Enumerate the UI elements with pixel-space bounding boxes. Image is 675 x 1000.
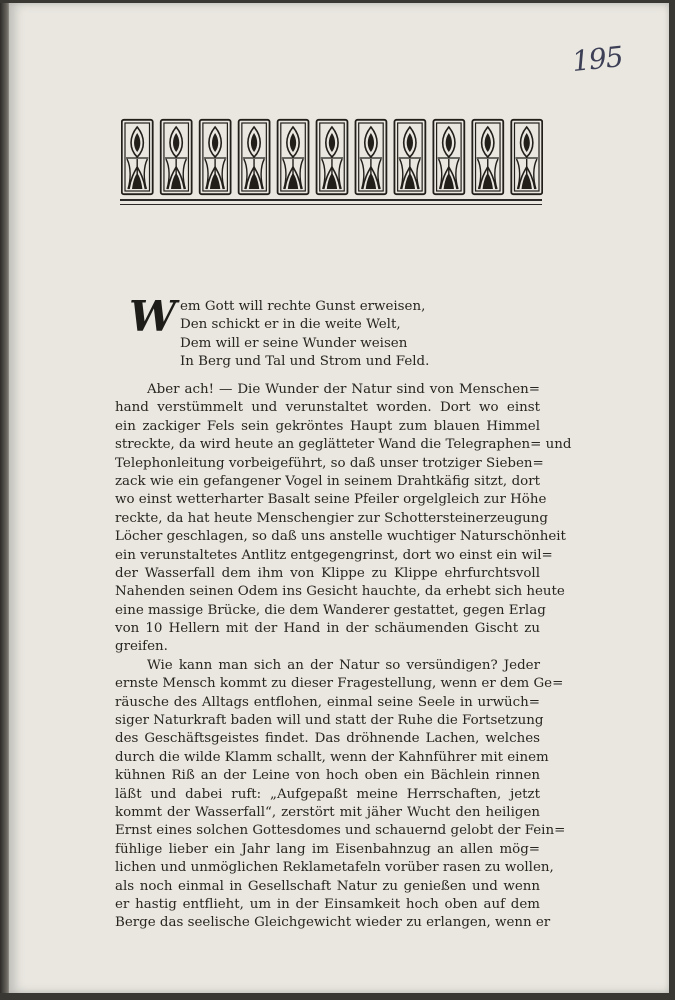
paragraph-1-line: ein verunstaltetes Antlitz entgegengrinst, dort wo einst ein wil= — [115, 547, 553, 563]
paragraph-1-line: hand verstümmelt und verunstaltet worden. Dort wo einst — [115, 400, 540, 416]
paragraph-1-line: Telephonleitung vorbeigeführt, so daß unser trotziger Sieben= — [115, 455, 544, 471]
header-rule-thick — [120, 199, 542, 201]
paragraph-1-line: greifen. — [115, 639, 168, 655]
paragraph-1-line: ein zackiger Fels sein gekröntes Haupt zum blauen Himmel — [115, 418, 540, 434]
ornament-panel — [511, 120, 542, 194]
ornament-panel — [433, 120, 464, 194]
paragraph-2-line: Ernst eines solchen Gottesdomes und schauernd gelobt der Fein= — [115, 823, 566, 839]
drop-cap-initial: W — [129, 292, 177, 341]
paragraph-2-line: kühnen Riß an der Leine von hoch oben ein Bächlein rinnen — [115, 768, 540, 784]
paragraph-2-line: kommt der Wasserfall“, zerstört mit jäher Wucht den heiligen — [115, 804, 540, 820]
paragraph-1-line: Löcher geschlagen, so daß uns anstelle wuchtiger Naturschönheit — [115, 529, 566, 545]
paragraph-1-line: wo einst wetterharter Basalt seine Pfeiler orgelgleich zur Höhe — [115, 492, 547, 508]
body-text — [115, 381, 572, 933]
ornament-panel — [239, 120, 270, 194]
paragraph-1-line: eine massige Brücke, die dem Wanderer gestattet, gegen Erlag — [115, 602, 546, 618]
paragraph-2-line: Wie kann man sich an der Natur so versündigen? Jeder — [147, 657, 540, 673]
paragraph-1-line: Nahenden seinen Odem ins Gesicht hauchte, da erhebt sich heute — [115, 584, 565, 600]
paragraph-1-line: reckte, da hat heute Menschengier zur Schottersteinerzeugung — [115, 510, 548, 526]
ornament-panel — [472, 120, 503, 194]
ornament-panel — [356, 120, 387, 194]
paragraph-1-line: von 10 Hellern mit der Hand in der schäumenden Gischt zu — [115, 621, 540, 637]
paragraph-2-line: des Geschäftsgeistes findet. Das dröhnende Lachen, welches — [115, 731, 540, 747]
verse-line: Dem will er seine Wunder weisen — [180, 335, 408, 351]
paragraph-1-line: Aber ach! — Die Wunder der Natur sind von Menschen= — [147, 382, 540, 397]
paragraph-2-line: ernste Mensch kommt zu dieser Fragestellung, wenn er dem Ge= — [115, 676, 564, 692]
paragraph-1-line: streckte, da wird heute an geglätteter Wand die Telegraphen= und — [115, 437, 572, 453]
header-rule-thin — [120, 204, 542, 205]
ornament-panel — [394, 120, 425, 194]
art-nouveau-ornament-band — [121, 118, 543, 196]
paragraph-2-line: er hastig entflieht, um in der Einsamkeit hoch oben auf dem — [115, 896, 540, 912]
ornament-panel — [200, 120, 231, 194]
verse-line: em Gott will rechte Gunst erweisen, — [180, 299, 426, 314]
ornament-panel — [161, 120, 192, 194]
page-number: 195 — [570, 39, 625, 79]
paragraph-2-line: als noch einmal in Gesellschaft Natur zu genießen und wenn — [115, 878, 540, 894]
paragraph-2-line: läßt und dabei ruft: „Aufgepaßt meine Herrschaften, jetzt — [115, 786, 540, 802]
paragraph-2-line: Berge das seelische Gleichgewicht wieder zu erlangen, wenn er — [115, 915, 551, 931]
ornament-panel — [317, 120, 348, 194]
paragraph-2-line: räusche des Alltags entflohen, einmal seine Seele in urwüch= — [115, 694, 540, 710]
paragraph-2-line: durch die wilde Klamm schallt, wenn der Kahnführer mit einem — [115, 749, 549, 765]
verse-line: Den schickt er in die weite Welt, — [180, 317, 401, 333]
paragraph-1-line: zack wie ein gefangener Vogel in seinem Drahtkäfig sitzt, dort — [115, 473, 540, 489]
paragraph-2-line: fühlige lieber ein Jahr lang im Eisenbahnzug an allen mög= — [115, 841, 540, 857]
paragraph-1-line: der Wasserfall dem ihm von Klippe zu Klippe ehrfurchtsvoll — [115, 565, 540, 581]
paragraph-2-line: lichen und unmöglichen Reklametafeln vorüber rasen zu wollen, — [115, 860, 554, 876]
ornament-panel — [122, 120, 153, 194]
paragraph-2-line: siger Naturkraft baden will und statt der Ruhe die Fortsetzung — [115, 713, 544, 729]
opening-verse — [180, 298, 480, 372]
verse-line: In Berg und Tal und Strom und Feld. — [180, 354, 430, 370]
ornament-panel — [278, 120, 309, 194]
